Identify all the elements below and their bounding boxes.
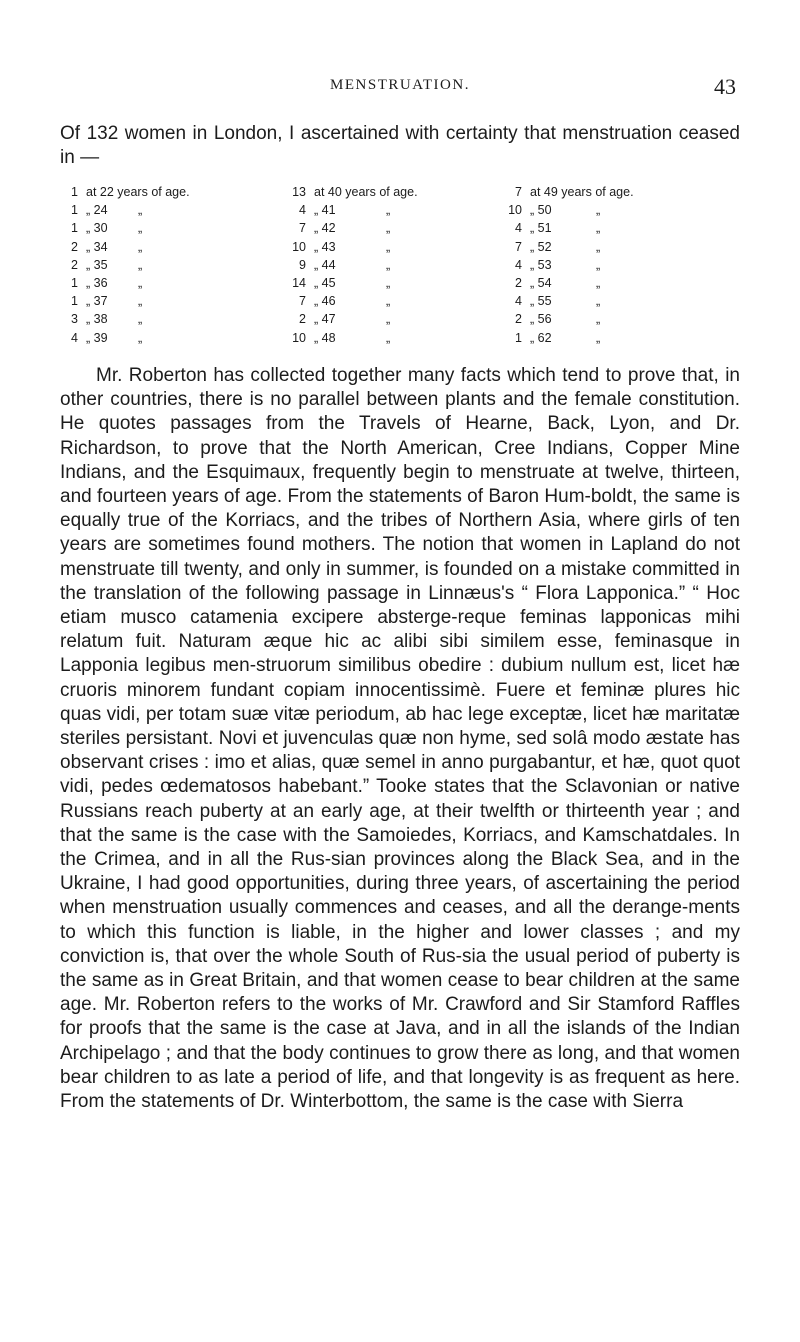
age-cell: „ 43 [314, 239, 336, 254]
ditto-mark: „ [386, 294, 391, 309]
age-cell: „ 34 [86, 239, 108, 254]
age-cell: „ 36 [86, 275, 108, 290]
count-cell: 10 [292, 239, 306, 254]
count-cell: 7 [515, 239, 522, 254]
ditto-mark: „ [138, 275, 143, 290]
age-cell: „ 56 [530, 312, 552, 327]
age-cell: „ 42 [314, 221, 336, 236]
age-cell: „ 30 [86, 221, 108, 236]
age-cell: „ 48 [314, 330, 336, 345]
count-cell: 4 [71, 330, 78, 345]
body-paragraph: Mr. Roberton has collected together many facts which tend to prove that, in other countries, there is no parallel between plants and the female constitution. He quotes passages from the Travels of Hearne, Back, Lyon, and Dr. Richardson, to prove that the North American, Cree Indians, Copper Mine Indians, and the Esquimaux, frequently begin to menstruate at twelve, thirteen, and fourteen years of age. From the statements of Baron Hum-boldt, the same is equally true of the Korriacs, and the tribes of Northern Asia, where girls of ten years are sometimes found mothers. The notion that women in Lapland do not menstruate till twenty, and only in summer, is founded on a mistake committed in the translation of the following passage in Linnæus's “ Flora Lapponica.” “ Hoc etiam musco catamenia excipere absterge-reque feminas lapponicas mihi relatum fuit. Naturam æque hic ac alibi sibi similem esse, feminasque in Lapponia legibus men-struorum similibus obedire : dubium nullum est, licet hæ cruoris minorem fundant copiam innocentissimè. Fuere et feminæ plures hic quas vidi, per totam suæ vitæ periodum, ab hac lege exceptæ, licet hæ maritatæ steriles persistant. Novi et juvenculas quæ non hyme, sed solâ modo æstate has observant crises : imo et alias, quæ semel in anno purgabantur, et hæ, quot quot vidi, pedes œdematosos habebant.” Tooke states that the Sclavonian or native Russians reach puberty at an early age, at their twelfth or thirteenth year ; and that the same is the case with the Samoiedes, Korriacs, and Kamschatdales. In the Crimea, and in all the Rus-sian provinces along the Black Sea, and in the Ukraine, I had good opportunities, during three years, of ascertaining the period when menstruation usually commences and ceases, and all the derange-ments to which this function is liable, in the higher and lower classes ; and my conviction is, that over the whole South of Rus-sia the usual period of puberty is the same as in Great Britain, and that women cease to bear children at the same age. Mr. Roberton refers to the works of Mr. Crawford and Sir Stamford Raffles for proofs that the same is the case at Java, and in all the islands of the Indian Archipelago ; and that the body continues to grow there as long, and that women bear children to as late a period of life, and that longevity is as frequent as here. From the statements of Dr. Winterbottom, the same is the case with Sierra [60, 365, 740, 1113]
count-cell: 3 [71, 312, 78, 327]
ditto-mark: „ [386, 257, 391, 272]
age-cell: „ 51 [530, 221, 552, 236]
count-cell: 14 [292, 275, 306, 290]
count-cell: 2 [71, 239, 78, 254]
age-cell: „ 52 [530, 239, 552, 254]
ditto-mark: „ [386, 221, 391, 236]
age-cell: „ 53 [530, 257, 552, 272]
ditto-mark: „ [138, 257, 143, 272]
ditto-mark: „ [596, 330, 601, 345]
age-cell: at 22 years of age. [86, 185, 190, 199]
age-cell: „ 62 [530, 330, 552, 345]
age-cell: „ 37 [86, 294, 108, 309]
age-cell: „ 44 [314, 257, 336, 272]
age-cell: „ 54 [530, 275, 552, 290]
ditto-mark: „ [386, 330, 391, 345]
ditto-mark: „ [138, 221, 143, 236]
count-cell: 2 [515, 312, 522, 327]
count-cell: 1 [71, 294, 78, 309]
age-cell: „ 47 [314, 312, 336, 327]
ditto-mark: „ [386, 203, 391, 218]
ditto-mark: „ [596, 294, 601, 309]
ditto-mark: „ [596, 312, 601, 327]
ditto-mark: „ [138, 239, 143, 254]
age-cell: „ 46 [314, 294, 336, 309]
ditto-mark: „ [138, 312, 143, 327]
count-cell: 4 [515, 294, 522, 309]
count-cell: 4 [299, 203, 306, 218]
ditto-mark: „ [138, 294, 143, 309]
ditto-mark: „ [596, 239, 601, 254]
ditto-mark: „ [386, 239, 391, 254]
count-cell: 7 [515, 185, 522, 199]
page-header [0, 74, 800, 99]
count-cell: 2 [299, 312, 306, 327]
age-cell: „ 45 [314, 275, 336, 290]
count-cell: 13 [292, 185, 306, 199]
age-cell: „ 38 [86, 312, 108, 327]
age-cell: „ 55 [530, 294, 552, 309]
intro-paragraph: Of 132 women in London, I ascertained with certainty that menstruation ceased in — [60, 123, 740, 168]
age-cell: „ 39 [86, 330, 108, 345]
count-cell: 7 [299, 221, 306, 236]
ditto-mark: „ [596, 221, 601, 236]
ditto-mark: „ [596, 203, 601, 218]
count-cell: 1 [71, 203, 78, 218]
count-cell: 2 [515, 275, 522, 290]
count-cell: 4 [515, 221, 522, 236]
page-number: 43 [714, 74, 736, 99]
ditto-mark: „ [596, 275, 601, 290]
count-cell: 7 [299, 294, 306, 309]
count-cell: 1 [71, 275, 78, 290]
count-cell: 4 [515, 257, 522, 272]
ditto-mark: „ [386, 275, 391, 290]
count-cell: 1 [515, 330, 522, 345]
ditto-mark: „ [138, 330, 143, 345]
running-title: MENSTRUATION. [330, 77, 470, 93]
age-cell: „ 24 [86, 203, 108, 218]
age-cell: at 40 years of age. [314, 185, 418, 199]
age-cell: „ 35 [86, 257, 108, 272]
ditto-mark: „ [386, 312, 391, 327]
age-cell: „ 50 [530, 203, 552, 218]
ditto-mark: „ [596, 257, 601, 272]
count-cell: 9 [299, 257, 306, 272]
count-cell: 2 [71, 257, 78, 272]
ditto-mark: „ [138, 203, 143, 218]
age-cell: at 49 years of age. [530, 185, 634, 199]
age-cell: „ 41 [314, 203, 336, 218]
count-cell: 10 [508, 203, 522, 218]
count-cell: 10 [292, 330, 306, 345]
count-cell: 1 [71, 185, 78, 199]
count-cell: 1 [71, 221, 78, 236]
